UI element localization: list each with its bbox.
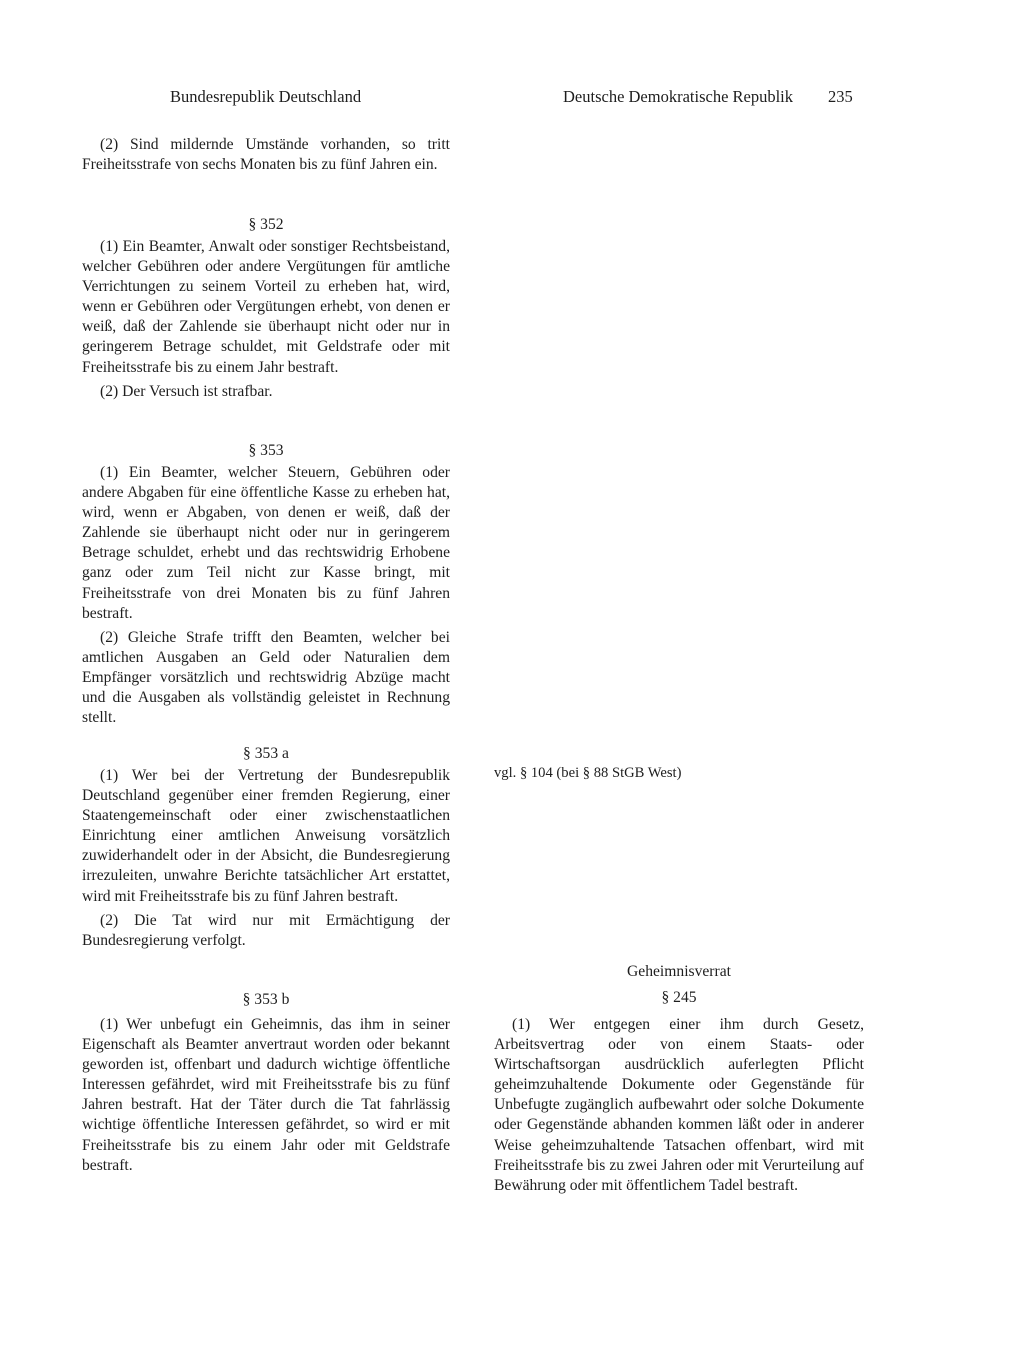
page-number: 235 [828,87,853,106]
section-245-title: Geheimnisverrat [627,963,731,980]
section-352-p2: (2) Der Versuch ist strafbar. [100,382,273,400]
section-245-p1: (1) Wer entgegen einer ihm durch Gesetz, Arbeitsvertrag oder von einem Staats- oder Wirtschaftsorgan ausdrücklich auferlegten Pflicht geheimzuhaltende Dokumente oder Gegenstände für Unbefugte zugänglich aufbewahrt oder solche Dokumente oder Gegenstände abhanden kommen läßt oder in anderer Weise geheimzuhaltende Tatsachen offenbart, wird mit Freiheitsstrafe bis zu zwei Jahren oder mit Verurteilung auf Bewährung oder mit öffentlichem Tadel bestraft. [494,1016,864,1194]
intro-paragraph: (2) Sind mildernde Umstände vorhanden, so tritt Freiheitsstrafe von sechs Monaten bis zu fünf Jahren ein. [82,136,450,174]
section-353a-p1: (1) Wer bei der Vertretung der Bundesrepublik Deutschland gegenüber einer fremden Regierung, einer Staatengemeinschaft oder einer zwischenstaatlichen Einrichtung einer amtlichen Anweisung vorsätzlich zuwiderhandelt oder in der Absicht, die Bundesregierung irrezuleiten, unwahre Berichte tatsächlicher Art erstattet, wird mit Freiheitsstrafe bis zu fünf Jahren bestraft. [82,767,450,905]
cross-reference-text: vgl. § 104 (bei § 88 StGB West) [494,765,682,781]
left-intro [82,135,450,175]
section-245-heading: § 245 [661,989,697,1006]
section-353a-body [82,766,450,951]
header-right: Deutsche Demokratische Republik [563,87,794,106]
section-353-p2: (2) Gleiche Strafe trifft den Beamten, welcher bei amtlichen Ausgaben an Geld oder Naturalien dem Empfänger vorsätzlich und rechtswidrig Abzüge macht und die Ausgaben als vollständig geleistet in Rechnung stellt. [82,628,450,727]
section-352-heading: § 352 [248,216,284,233]
section-245-body [494,1015,864,1196]
section-353-p1: (1) Ein Beamter, welcher Steuern, Gebühren oder andere Abgaben für eine öffentliche Kasse zu erheben hat, wird, wenn er Abgaben, von denen er weiß, daß der Zahlende sie überhaupt nicht oder nur in geringerem Betrage schuldet, erhebt und das rechtswidrig Erhobene ganz oder zum Teil nicht zur Kasse bringt, mit Freiheitsstrafe von drei Monaten bis zu fünf Jahren bestraft. [82,464,450,622]
section-352-p1: (1) Ein Beamter, Anwalt oder sonstiger Rechtsbeistand, welcher Gebühren oder andere Vergütungen für amtliche Verrichtungen zu seinem Vorteil zu erheben hat, wird, wenn er Gebühren oder Vergütungen erhebt, von denen er weiß, daß der Zahlende sie überhaupt nicht oder nur in geringerem Betrage schuldet, mit Geldstrafe oder mit Freiheitsstrafe bis zu einem Jahr bestraft. [82,238,450,376]
section-353b-p1: (1) Wer unbefugt ein Geheimnis, das ihm in seiner Eigenschaft als Beamter anvertraut worden oder bekannt geworden ist, offenbart und dadurch wichtige öffentliche Interessen gefährdet, wird mit Freiheitsstrafe bis zu fünf Jahren bestraft. Hat der Täter durch die Tat fahrlässig wichtige öffentliche Interessen gefährdet, so wird er mit Freiheitsstrafe bis zu einem Jahr oder mit Geldstrafe bestraft. [82,1016,450,1174]
section-352-body [82,237,450,402]
cross-reference-note [494,763,864,783]
section-353a-heading: § 353 a [243,745,289,762]
section-353b-body [82,1015,450,1176]
section-353-heading: § 353 [248,442,284,459]
header-left: Bundesrepublik Deutschland [170,87,362,106]
section-353b-heading: § 353 b [242,991,290,1008]
section-353-body [82,463,450,728]
section-353a-p2: (2) Die Tat wird nur mit Ermächtigung der Bundesregierung verfolgt. [82,911,450,949]
